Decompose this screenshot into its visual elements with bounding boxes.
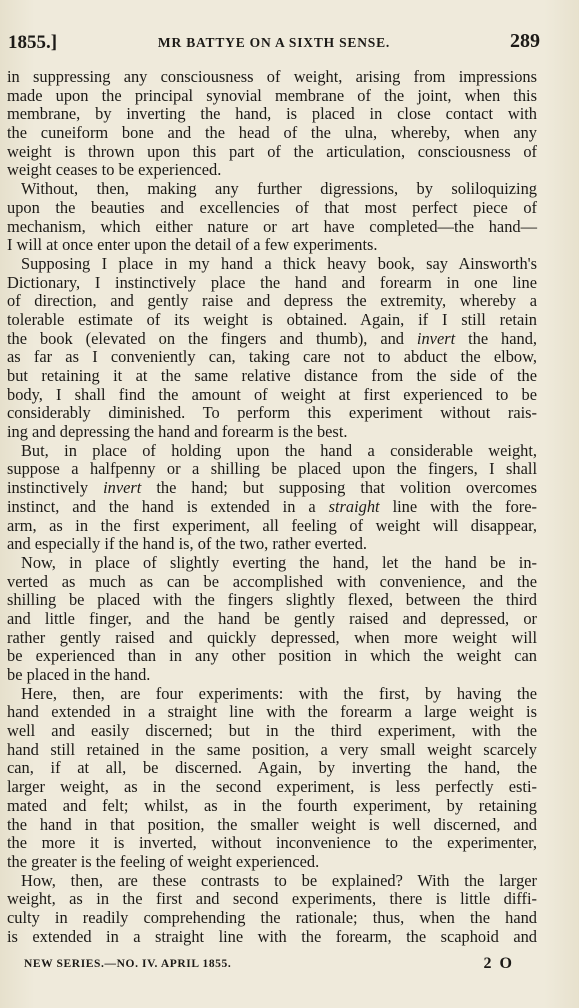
text-segment: the hand; but supposing that volition overcomes (141, 478, 537, 498)
header-title: MR BATTYE ON A SIXTH SENSE. (157, 35, 391, 50)
text-line: but retaining it at the same relative distance from the side of the (7, 366, 537, 385)
text-line: body, I shall find the amount of weight at first experienced to be (7, 384, 537, 404)
text-line: upon the beauties and excellencies of that most perfect piece of (7, 197, 537, 217)
text-line: is extended in a straight line with the forearm, the scaphoid and (7, 926, 537, 946)
header-year: 1855.] (8, 32, 58, 53)
running-header (8, 28, 540, 54)
text-line: and little finger, and the hand be gently raised and depressed, or (7, 608, 537, 628)
text-line: well and easily discerned; but in the third experiment, with the (7, 721, 537, 741)
text-line (7, 479, 537, 498)
text-line: Now, in place of slightly everting the hand, let the hand be in- (21, 552, 537, 572)
text-segment: line with the fore- (379, 496, 537, 516)
text-line: weight, as in the first and second experiments, there is little diffi- (7, 889, 537, 909)
series-line: NEW SERIES.—NO. IV. APRIL 1855. (24, 958, 232, 970)
page-footer (24, 955, 514, 972)
text-line: tolerable estimate of its weight is obtained. Again, if I still retain (7, 309, 537, 329)
text-line: membrane, by inverting the hand, is placed in close contact with (7, 104, 537, 124)
text-line: of direction, and gently raise and depress the extremity, whereby a (7, 291, 537, 311)
text-line: as far as I conveniently can, taking care not to abduct the elbow, (7, 347, 537, 367)
text-line: mated and felt; whilst, as in the fourth experiment, by retaining (7, 795, 537, 815)
text-line: shilling be placed with the fingers slightly flexed, between the third (7, 590, 537, 610)
text-line: be placed in the hand. (7, 665, 151, 684)
text-line: be experienced than in any other position in which the weight can (7, 646, 537, 666)
text-line: hand extended in a straight line with the forearm a large weight is (7, 702, 537, 722)
italic-word: invert (103, 478, 142, 498)
text-line: in suppressing any consciousness of weight, arising from impressions (7, 67, 537, 86)
text-line: and especially if the hand is, of the two, rather everted. (7, 534, 368, 554)
italic-word: straight (328, 496, 380, 516)
text-line: I will at once enter upon the detail of a few experiments. (7, 235, 378, 255)
text-line (7, 498, 537, 517)
text-line: Dictionary, I instinctively place the hand and forearm in one line (7, 272, 537, 292)
text-line: the greater is the feeling of weight experienced. (7, 851, 320, 871)
text-segment: instinct, and the hand is extended in a (7, 496, 329, 516)
text-line: verted as much as can be accomplished with convenience, and the (7, 571, 537, 591)
text-line: How, then, are these contrasts to be explained? With the larger (21, 870, 537, 890)
text-line: ing and depressing the hand and forearm is the best. (7, 422, 348, 442)
text-segment: instinctively (7, 478, 104, 498)
text-line: the hand in that position, the smaller weight is well discerned, and (7, 814, 537, 834)
text-segment: the hand, (455, 328, 537, 348)
text-line: suppose a halfpenny or a shilling be placed upon the fingers, I shall (7, 459, 537, 479)
text-line: But, in place of holding upon the hand a considerable weight, (21, 440, 537, 460)
text-line: Here, then, are four experiments: with the first, by having the (21, 683, 537, 703)
text-line: weight is thrown upon this part of the articulation, consciousness of (7, 141, 537, 161)
page-number: 289 (510, 30, 540, 52)
text-line: made upon the principal synovial membrane of the joint, when this (7, 85, 537, 105)
text-line: Supposing I place in my hand a thick heavy book, say Ainsworth's (21, 253, 537, 273)
text-segment: the book (elevated on the fingers and thumb), and (7, 328, 417, 348)
text-line: larger weight, as in the second experiment, is less perfectly esti- (7, 777, 537, 797)
text-line: culty in readily comprehending the rationale; thus, when the hand (7, 907, 537, 927)
text-line: Without, then, making any further digressions, by soliloquizing (21, 179, 537, 199)
text-line: considerably diminished. To perform this experiment without rais- (7, 403, 537, 423)
text-line (7, 330, 537, 349)
text-line: mechanism, which either nature or art have completed—the hand— (7, 216, 537, 236)
body-text (7, 68, 537, 946)
text-line: rather gently raised and quickly depressed, when more weight will (7, 627, 537, 647)
text-line: the more it is inverted, without inconvenience to the experimenter, (7, 833, 537, 853)
italic-word: invert (416, 328, 456, 348)
text-line: hand still retained in the same position, a very small weight scarcely (7, 739, 537, 759)
text-line: weight ceases to be experienced. (7, 160, 222, 180)
signature-mark: 2 O (483, 955, 514, 972)
text-line: arm, as in the first experiment, all feeling of weight will disappear, (7, 515, 537, 535)
text-line: can, if at all, be discerned. Again, by inverting the hand, the (7, 758, 537, 778)
text-line: the cuneiform bone and the head of the ulna, whereby, when any (7, 123, 537, 143)
